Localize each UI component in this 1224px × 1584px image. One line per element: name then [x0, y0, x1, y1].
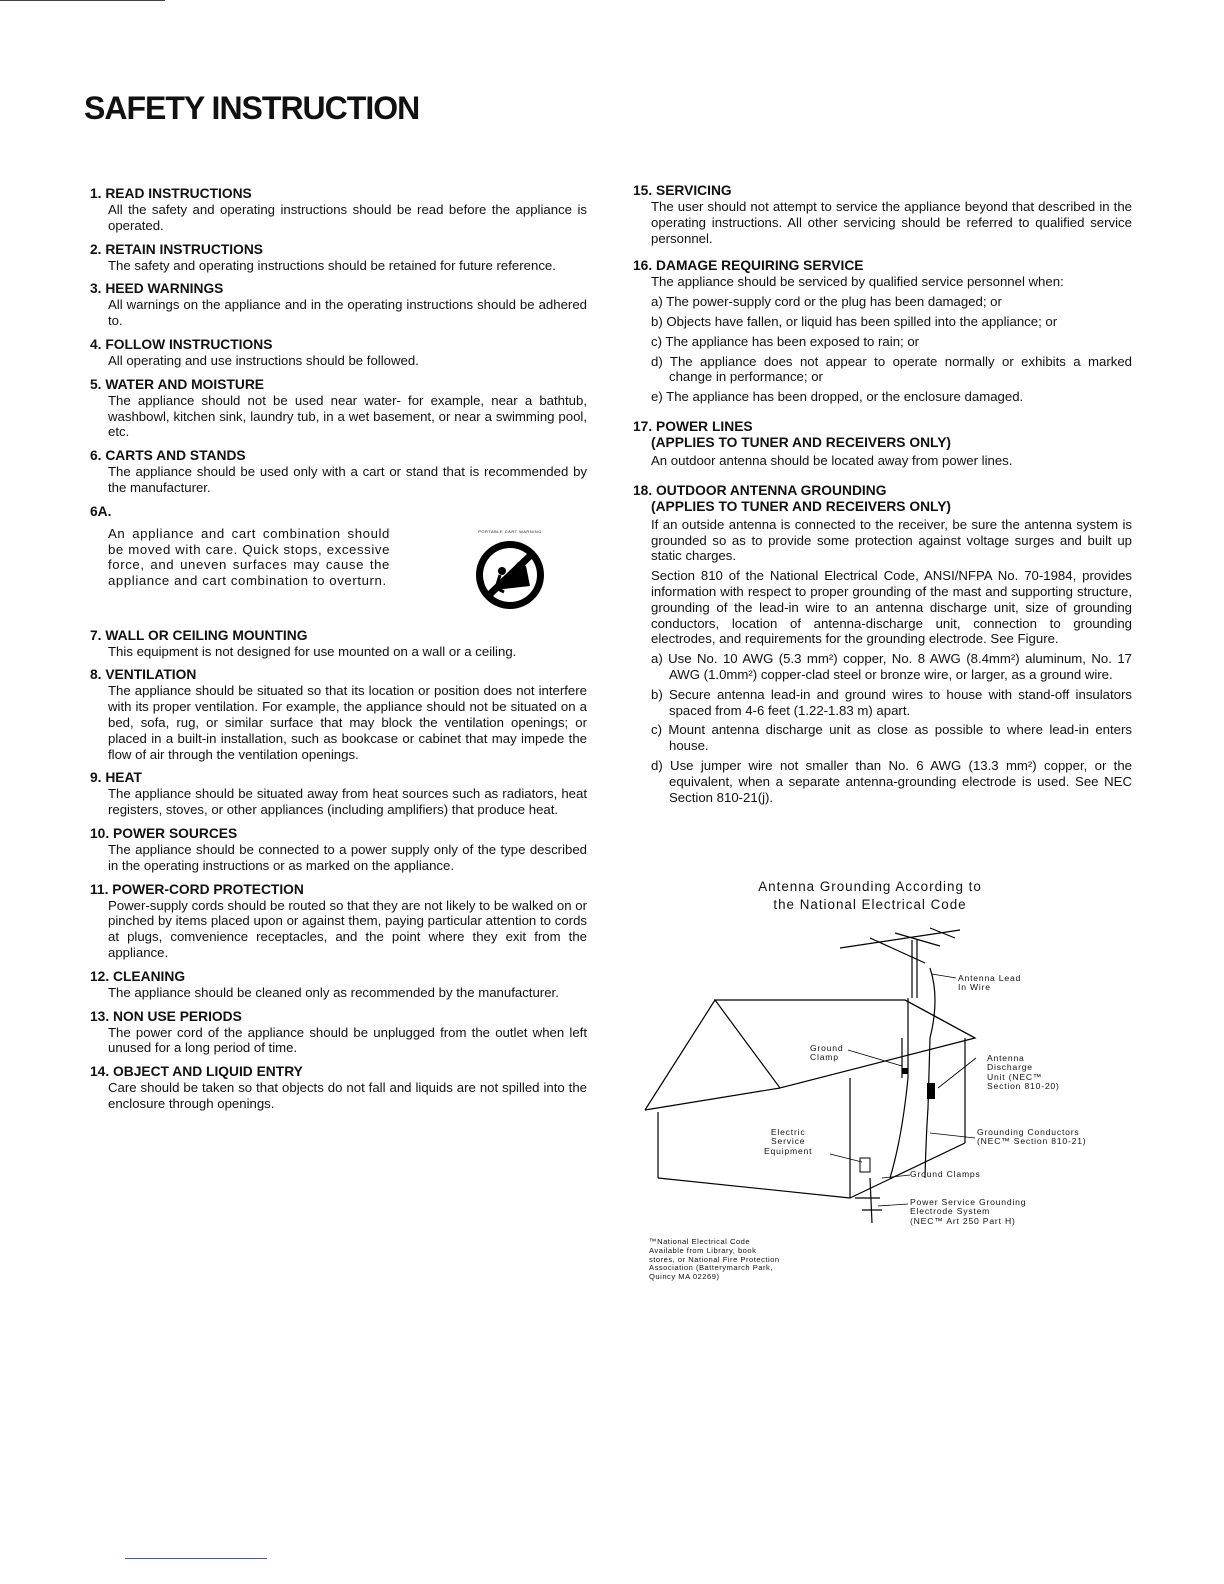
- section-18: [633, 483, 1132, 806]
- diagram-title-line: Antenna Grounding According to: [758, 879, 982, 894]
- section-text: An appliance and cart combination should be moved with care. Quick stops, excessive force, and uneven surfaces may cause the appliance and cart combination to overturn.: [108, 525, 390, 589]
- list-item: a) Use No. 10 AWG (5.3 mm²) copper, No. 8 AWG (8.4mm²) aluminum, No. 17 AWG (1.0mm²) copper-clad steel or bronze wire, or larger, as a ground wire.: [651, 651, 1132, 682]
- section-title: 15. SERVICING: [633, 183, 732, 198]
- tip-over-cart-icon: [460, 530, 560, 616]
- section-title: 12. CLEANING: [90, 968, 186, 984]
- top-rule: [0, 0, 165, 1]
- section-title: 18. OUTDOOR ANTENNA GROUNDING: [633, 482, 887, 498]
- section-text: The safety and operating instructions should be retained for future reference.: [108, 257, 556, 273]
- section-title: 2. RETAIN INSTRUCTIONS: [90, 241, 263, 257]
- section-text: The appliance should be connected to a power supply only of the type described in the operating instructions or as marked on the appliance.: [108, 841, 587, 873]
- section-title: 5. WATER AND MOISTURE: [90, 376, 264, 392]
- cart-warning-caption: PORTABLE CART WARNING: [478, 528, 542, 534]
- section-text: All operating and use instructions should be followed.: [108, 352, 419, 368]
- section: [90, 1064, 587, 1112]
- diagram-title-line: the National Electrical Code: [773, 897, 967, 912]
- list-item: b) Objects have fallen, or liquid has been spilled into the appliance; or: [651, 313, 1058, 329]
- section-paragraph: If an outside antenna is connected to the receiver, be sure the antenna system is grounded so as to provide some protection against voltage surges and built up static charges.: [651, 516, 1132, 564]
- section-text: All the safety and operating instructions should be read before the appliance is operated.: [108, 202, 587, 233]
- section-title: 14. OBJECT AND LIQUID ENTRY: [90, 1064, 303, 1080]
- section-title: 11. POWER-CORD PROTECTION: [90, 881, 304, 897]
- section-text: All warnings on the appliance and in the operating instructions should be adhered to.: [108, 297, 587, 329]
- section-text: An outdoor antenna should be located away from power lines.: [651, 452, 1013, 468]
- section-title: 3. HEED WARNINGS: [90, 281, 224, 297]
- section-text: The power cord of the appliance should be unplugged from the outlet when left unused for a long period of time.: [108, 1024, 587, 1056]
- section-title: 6A.: [90, 503, 112, 519]
- list-item: c) Mount antenna discharge unit as close as possible to where lead-in enters house.: [651, 722, 1132, 754]
- section-title: 4. FOLLOW INSTRUCTIONS: [90, 336, 273, 352]
- section-paragraph: Section 810 of the National Electrical Code, ANSI/NFPA No. 70-1984, provides information with respect to proper grounding of the mast and supporting structure, grounding of the lead-in wire to an antenna discharge unit, size of grounding conductors, location of antenna-discharge unit, connection to grounding electrodes, and requirements for the grounding electrode. See Figure.: [651, 568, 1132, 647]
- list-item: a) The power-supply cord or the plug has been damaged; or: [651, 294, 1002, 310]
- page-title: SAFETY INSTRUCTION: [84, 90, 420, 126]
- section: [90, 281, 587, 329]
- section: [90, 770, 587, 818]
- antenna-grounding-diagram: [640, 878, 1120, 1298]
- section-title: 7. WALL OR CEILING MOUNTING: [90, 627, 308, 643]
- section-text: This equipment is not designed for use mounted on a wall or a ceiling.: [108, 643, 517, 659]
- section-text: Care should be taken so that objects do not fall and liquids are not spilled into the enclosure through openings.: [108, 1080, 587, 1111]
- section-title: 10. POWER SOURCES: [90, 825, 238, 841]
- list-item: b) Secure antenna lead-in and ground wires to house with stand-off insulators spaced from 4-6 feet (1.22-1.83 m) apart.: [651, 686, 1132, 718]
- label-ground-clamps: Ground Clamps: [910, 1169, 981, 1179]
- section: [90, 448, 587, 496]
- section: [90, 628, 587, 660]
- section-title: 9. HEAT: [90, 770, 142, 786]
- section-subtitle: (APPLIES TO TUNER AND RECEIVERS ONLY): [651, 434, 951, 450]
- section-text: The appliance should be situated away from heat sources such as radiators, heat registers, stoves, or other appliances (including amplifiers) that produce heat.: [108, 786, 587, 818]
- section-title: 16. DAMAGE REQUIRING SERVICE: [633, 258, 864, 274]
- section-text: The appliance should be serviced by qualified service personnel when:: [651, 274, 1064, 290]
- section: [90, 969, 587, 1001]
- section: [90, 186, 587, 234]
- section-text: The appliance should be cleaned only as recommended by the manufacturer.: [108, 984, 559, 1000]
- section-title: 6. CARTS AND STANDS: [90, 448, 246, 464]
- section-17: [633, 419, 1132, 469]
- label-power-service: Power Service Grounding Electrode System (NEC™ Art 250 Part H): [910, 1197, 1027, 1226]
- section: [90, 242, 587, 274]
- bottom-rule: [125, 1558, 267, 1559]
- section-text: The appliance should not be used near water- for example, near a bathtub, washbowl, kitchen sink, laundry tub, in a wet basement, or near a swimming pool, etc.: [108, 392, 587, 440]
- list-item: d) Use jumper wire not smaller than No. 6 AWG (13.3 mm²) copper, or the equivalent, when a separate antenna-grounding electrode is used. See NEC Section 810-21(j).: [651, 757, 1132, 805]
- label-grounding-conductors: Grounding Conductors (NEC™ Section 810-21): [977, 1127, 1087, 1147]
- section-title: 13. NON USE PERIODS: [90, 1008, 242, 1024]
- label-antenna-lead: Antenna Lead In Wire: [958, 973, 1022, 993]
- section: [90, 1009, 587, 1057]
- section-text: The user should not attempt to service the appliance beyond that described in the operating instructions. All other servicing should be referred to qualified service personnel.: [651, 199, 1132, 246]
- section: [90, 337, 587, 369]
- section: [90, 882, 587, 961]
- section: [90, 377, 587, 440]
- section-subtitle: (APPLIES TO TUNER AND RECEIVERS ONLY): [651, 498, 951, 514]
- cart-warning: [460, 524, 560, 620]
- section: [90, 826, 587, 874]
- right-column: [633, 183, 1132, 813]
- section-title: 8. VENTILATION: [90, 667, 197, 683]
- section-text: The appliance should be used only with a cart or stand that is recommended by the manufacturer.: [108, 464, 587, 495]
- left-column: [90, 186, 587, 1120]
- section-title: 17. POWER LINES: [633, 418, 753, 434]
- label-discharge-unit: Antenna Discharge Unit (NEC™ Section 810-20): [987, 1053, 1060, 1092]
- list-item: c) The appliance has been exposed to rain; or: [651, 333, 920, 349]
- section-16: [633, 258, 1132, 405]
- label-ground-clamp: Ground Clamp: [810, 1043, 844, 1063]
- section-text: The appliance should be situated so that its location or position does not interfere with its proper ventilation. For example, the appliance should not be situated on a bed, sofa, rug, or similar surface that may block the ventilation openings; or placed in a built-in installation, such as bookcase or cabinet that may impede the flow of air through the ventilation openings.: [108, 683, 587, 762]
- list-item: e) The appliance has been dropped, or the enclosure damaged.: [651, 389, 1024, 405]
- section: [90, 667, 587, 762]
- label-electric-service: Electric Service Equipment: [764, 1127, 813, 1156]
- list-item: d) The appliance does not appear to operate normally or exhibits a marked change in performance; or: [651, 353, 1132, 385]
- section-15: [633, 183, 1132, 246]
- section-title: 1. READ INSTRUCTIONS: [90, 186, 252, 201]
- section-text: Power-supply cords should be routed so that they are not likely to be walked on or pinched by items placed upon or against them, paying particular attention to cords at plugs, comvenience receptacles, and the point where they exit from the appliance.: [108, 897, 587, 960]
- section-6a: [90, 504, 587, 620]
- nec-footnote: ™National Electrical Code Available from Library, book stores, or National Fire Protection Association (Batterymarch Park, Quincy MA 02269): [649, 1237, 780, 1282]
